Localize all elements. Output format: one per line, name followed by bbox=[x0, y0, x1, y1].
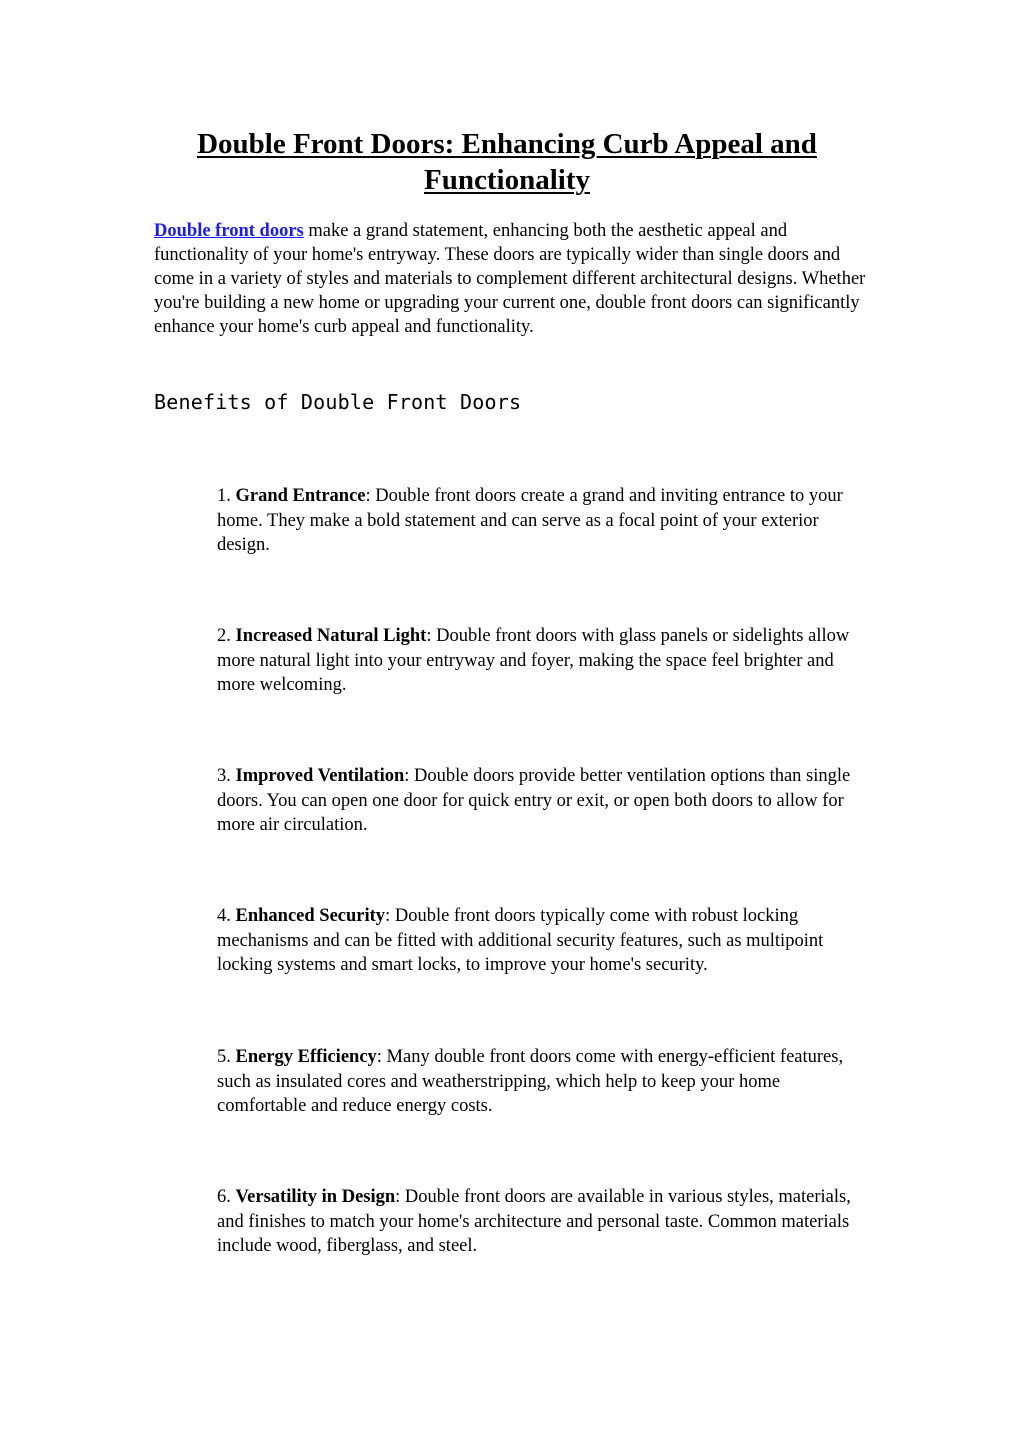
benefit-number: 3. bbox=[217, 766, 236, 786]
benefit-number: 4. bbox=[217, 906, 236, 926]
benefit-item-energy-efficiency bbox=[217, 1045, 872, 1119]
benefit-item-design-versatility bbox=[217, 1185, 872, 1259]
benefit-description: : Double doors provide better ventilation options than single doors. You can open one door for quick entry or exit, or open both doors to allow for more air circulation. bbox=[217, 766, 851, 835]
benefit-term: Grand Entrance bbox=[235, 486, 366, 506]
double-front-doors-link[interactable]: Double front doors bbox=[154, 221, 304, 241]
section-heading: Benefits of Double Front Doors bbox=[154, 390, 522, 414]
benefit-term: Versatility in Design bbox=[235, 1187, 396, 1207]
benefit-term: Energy Efficiency bbox=[235, 1047, 377, 1067]
intro-text: make a grand statement, enhancing both the aesthetic appeal and functionality of your home's entryway. These doors are typically wider than single doors and come in a variety of styles and materials to complement different architectural designs. Whether you're building a new home or upgrading your current one, double front doors can significantly enhance your home's curb appeal and functionality. bbox=[154, 221, 866, 337]
benefit-item-security bbox=[217, 904, 872, 978]
benefit-number: 6. bbox=[217, 1187, 236, 1207]
benefit-number: 2. bbox=[217, 626, 236, 646]
benefit-description: : Double front doors create a grand and inviting entrance to your home. They make a bold statement and can serve as a focal point of your exterior design. bbox=[217, 486, 843, 555]
benefit-term: Improved Ventilation bbox=[235, 766, 405, 786]
benefit-description: : Double front doors with glass panels or sidelights allow more natural light into your entryway and foyer, making the space feel brighter and more welcoming. bbox=[217, 626, 850, 695]
benefit-description: : Double front doors are available in various styles, materials, and finishes to match your home's architecture and personal taste. Common materials include wood, fiberglass, and steel. bbox=[217, 1187, 851, 1256]
benefit-number: 1. bbox=[217, 486, 236, 506]
benefit-description: : Many double front doors come with energy-efficient features, such as insulated cores and weatherstripping, which help to keep your home comfortable and reduce energy costs. bbox=[217, 1047, 844, 1116]
benefit-term: Enhanced Security bbox=[235, 906, 386, 926]
benefit-description: : Double front doors typically come with robust locking mechanisms and can be fitted with additional security features, such as multipoint locking systems and smart locks, to improve your home's security. bbox=[217, 906, 824, 975]
benefit-item-grand-entrance bbox=[217, 484, 872, 558]
benefit-item-ventilation bbox=[217, 764, 872, 838]
benefit-number: 5. bbox=[217, 1047, 236, 1067]
document-title: Double Front Doors: Enhancing Curb Appeal and Functionality bbox=[197, 128, 817, 196]
benefit-term: Increased Natural Light bbox=[235, 626, 427, 646]
intro-paragraph bbox=[154, 219, 866, 339]
benefit-item-natural-light bbox=[217, 624, 872, 698]
